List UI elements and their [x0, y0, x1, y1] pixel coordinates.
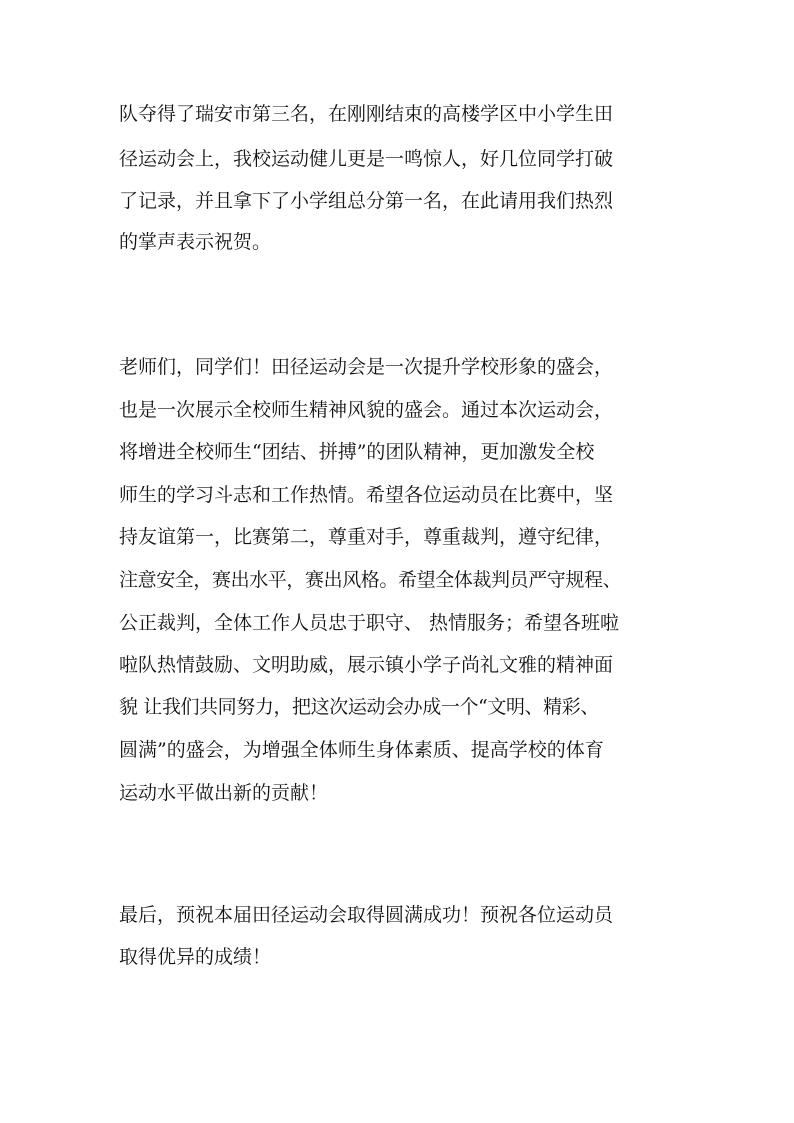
- text-line: 老师们，同学们！田径运动会是一次提升学校形象的盛会，: [119, 356, 614, 378]
- text-line: 运动水平做出新的贡献！: [119, 782, 329, 804]
- text-line: 也是一次展示全校师生精神风貌的盛会。通过本次运动会，: [119, 399, 614, 421]
- text-line: 公正裁判，全体工作人员忠于职守、 热情服务；希望各班啦: [119, 612, 620, 634]
- text-line: 径运动会上，我校运动健儿更是一鸣惊人，好几位同学打破: [119, 148, 614, 170]
- text-line: 注意安全，赛出水平，赛出风格。希望全体裁判员严守规程、: [119, 569, 622, 591]
- text-line: 貌 让我们共同努力，把这次运动会办成一个“文明、精彩、: [119, 696, 599, 718]
- text-line: 持友谊第一，比赛第二，尊重对手，尊重裁判，遵守纪律，: [119, 526, 614, 548]
- text-line: 将增进全校师生“团结、拼搏”的团队精神，更加激发全校: [119, 441, 595, 463]
- text-line: 啦队热情鼓励、文明助威，展示镇小学子尚礼文雅的精神面: [119, 654, 614, 676]
- text-line: 师生的学习斗志和工作热情。希望各位运动员在比赛中，坚: [119, 484, 614, 506]
- text-line: 的掌声表示祝贺。: [119, 231, 272, 253]
- text-line: 最后，预祝本届田径运动会取得圆满成功！预祝各位运动员: [119, 904, 614, 926]
- text-line: 队夺得了瑞安市第三名，在刚刚结束的高楼学区中小学生田: [119, 103, 614, 125]
- text-line: 取得优异的成绩！: [119, 946, 272, 968]
- text-line: 了记录，并且拿下了小学组总分第一名，在此请用我们热烈: [119, 190, 614, 212]
- text-line: 圆满”的盛会，为增强全体师生身体素质、提高学校的体育: [119, 739, 604, 761]
